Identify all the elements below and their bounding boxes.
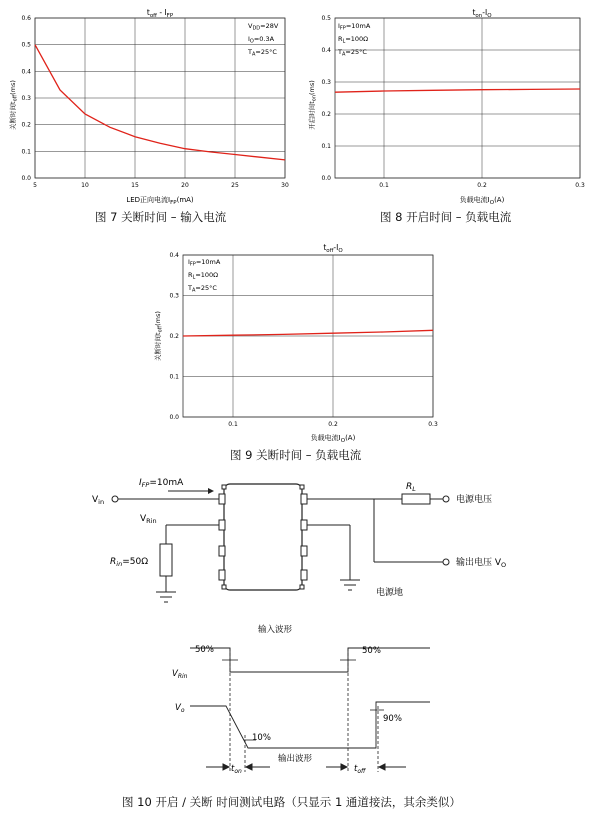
plot-area: [335, 18, 580, 178]
chart-title: $t_{off} - I_{FP}$: [146, 8, 174, 19]
y-tick-label: 0.4: [21, 68, 31, 76]
chart-fig9: [150, 240, 450, 445]
ground-label: 电源地: [376, 588, 404, 598]
vin-label: $V_{in}$: [92, 495, 105, 506]
relay-package: [224, 484, 302, 590]
condition-ifp: $I_{FP}=10mA$: [338, 22, 371, 32]
timing-waveform: [0, 620, 595, 780]
y-tick-label: 0.5: [321, 15, 331, 22]
vin-terminal: [112, 496, 118, 502]
ifp-label: $I_{FP}=10mA$: [139, 478, 184, 489]
y-tick-label: 0.2: [21, 121, 31, 129]
output-terminal: [443, 559, 449, 565]
pct90-label: 90%: [383, 714, 402, 724]
y-tick-label: 0.5: [21, 41, 31, 49]
ground-icon: [340, 580, 360, 590]
x-tick-label: 0.2: [477, 182, 487, 189]
input-wave-label: 输入波形: [258, 625, 293, 635]
y-tick-label: 0.2: [321, 111, 331, 118]
x-axis-label: 负载电流$I_O(A)$: [310, 434, 356, 444]
condition-ifp: $I_{FP}=10mA$: [188, 258, 221, 268]
rin-label: $R_{in}=50\Omega$: [110, 557, 149, 568]
chart-title: $t_{on}-I_O$: [472, 8, 492, 19]
chart-fig7: [0, 0, 300, 215]
toff-label: $t_{off}$: [354, 764, 366, 775]
x-tick-label: 30: [281, 182, 289, 189]
y-tick-label: 0.3: [21, 95, 31, 102]
x-axis-label: LED正向电流$I_{FP}(mA)$: [126, 196, 194, 206]
supply-terminal: [443, 496, 449, 502]
y-axis-label: 开启时间$t_{on}(ms)$: [308, 80, 318, 130]
x-tick-label: 25: [231, 182, 239, 189]
y-tick-label: 0.3: [321, 79, 331, 86]
x-tick-label: 0.3: [428, 421, 438, 428]
x-tick-label: 0.1: [379, 182, 389, 189]
toff-arrows: [326, 764, 406, 770]
y-axis-label: 关断时间$t_{off}(ms)$: [9, 80, 19, 130]
y-tick-label: 0.0: [21, 175, 31, 182]
wave-vrin-label: $V_{Rin}$: [172, 669, 188, 680]
y-tick-label: 0.3: [169, 292, 179, 300]
x-tick-label: 0.2: [328, 421, 338, 428]
figure8-caption: 图 8 开启时间 – 负载电流: [380, 210, 512, 224]
y-tick-label: 0.0: [321, 175, 331, 182]
x-tick-label: 0.1: [228, 421, 238, 428]
chart-title: $t_{off}-I_O$: [323, 243, 343, 254]
x-axis-label: 负载电流$I_O(A)$: [459, 196, 505, 206]
ton-label: $t_{on}$: [231, 764, 242, 775]
condition-ta: $T_A=25^\circ C$: [248, 48, 277, 58]
chart-fig8: [300, 0, 595, 215]
condition-rl: $R_L=100\Omega$: [188, 271, 219, 281]
pct10-label: 10%: [252, 733, 271, 743]
ground-icon: [156, 592, 176, 602]
rin-resistor: [160, 544, 172, 576]
y-axis-label: 关断时间$t_{off}(ms)$: [154, 311, 164, 361]
condition-rl: $R_L=100\Omega$: [338, 35, 369, 45]
y-tick-label: 0.4: [169, 252, 179, 259]
output-waveform: [190, 702, 430, 748]
supply-label: 电源电压: [456, 495, 493, 505]
condition-ta: $T_A=25^\circ C$: [188, 284, 217, 294]
y-tick-label: 0.1: [21, 148, 31, 156]
test-circuit-diagram: [0, 470, 595, 620]
y-tick-label: 0.4: [321, 47, 331, 54]
rl-resistor: [402, 494, 430, 504]
rl-label: $R_L$: [406, 482, 416, 493]
y-tick-label: 0.6: [21, 15, 31, 22]
figure7-caption: 图 7 关断时间 – 输入电流: [95, 210, 227, 224]
output-label: 输出电压 $V_O$: [456, 558, 507, 569]
y-tick-label: 0.1: [321, 143, 331, 150]
figure9-caption: 图 9 关断时间 – 负载电流: [230, 448, 362, 462]
x-tick-label: 0.3: [575, 182, 585, 189]
figure10-caption: 图 10 开启 / 关断 时间测试电路（只显示 1 通道接法，其余类似）: [122, 795, 461, 809]
y-tick-label: 0.0: [169, 414, 179, 421]
pct50-left: 50%: [195, 645, 214, 655]
wave-vo-label: $V_o$: [175, 703, 185, 714]
condition-ta: $T_A=25^\circ C$: [338, 48, 367, 58]
vrin-label: $V_{Rin}$: [140, 514, 157, 525]
condition-vdd: $V_{DD}=28V$: [248, 22, 279, 32]
x-tick-label: 20: [181, 182, 189, 189]
output-wave-label: 输出波形: [278, 754, 313, 764]
x-tick-label: 15: [131, 182, 139, 189]
x-tick-label: 10: [81, 182, 89, 189]
y-tick-label: 0.2: [169, 333, 179, 340]
pct50-right: 50%: [362, 646, 381, 656]
condition-io: $I_O=0.3A$: [248, 35, 275, 45]
x-tick-label: 5: [33, 182, 37, 189]
y-tick-label: 0.1: [169, 373, 179, 381]
